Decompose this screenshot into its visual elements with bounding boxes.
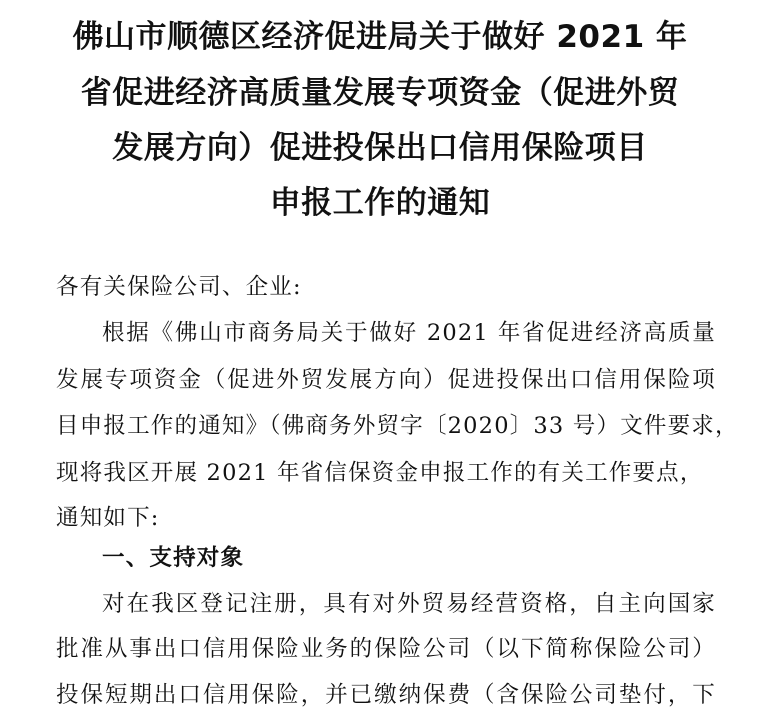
section-heading-support-targets: 一、支持对象 [102, 545, 245, 571]
title-line-4: 申报工作的通知 [269, 185, 491, 221]
paragraph1-line-4: 现将我区开展 2021 年省信保资金申报工作的有关工作要点， [56, 460, 704, 486]
title-line-2: 省促进经济高质量发展专项资金（促进外贸 [80, 75, 680, 111]
paragraph1-line-1: 根据《佛山市商务局关于做好 2021 年省促进经济高质量 [102, 320, 716, 346]
salutation: 各有关保险公司、企业: [56, 274, 302, 300]
paragraph2-line-3: 投保短期出口信用保险，并已缴纳保费（含保险公司垫付，下 [56, 682, 716, 708]
paragraph2-line-2: 批准从事出口信用保险业务的保险公司（以下简称保险公司） [56, 636, 716, 662]
paragraph1-line-2: 发展专项资金（促进外贸发展方向）促进投保出口信用保险项 [56, 367, 716, 393]
title-line-1: 佛山市顺德区经济促进局关于做好 2021 年 [72, 19, 688, 55]
title-line-3: 发展方向）促进投保出口信用保险项目 [112, 130, 648, 166]
paragraph1-line-3: 目申报工作的通知》（佛商务外贸字〔2020〕33 号）文件要求， [56, 413, 739, 439]
paragraph1-line-5: 通知如下: [56, 505, 160, 531]
paragraph2-line-1: 对在我区登记注册，具有对外贸易经营资格，自主向国家 [102, 591, 716, 617]
